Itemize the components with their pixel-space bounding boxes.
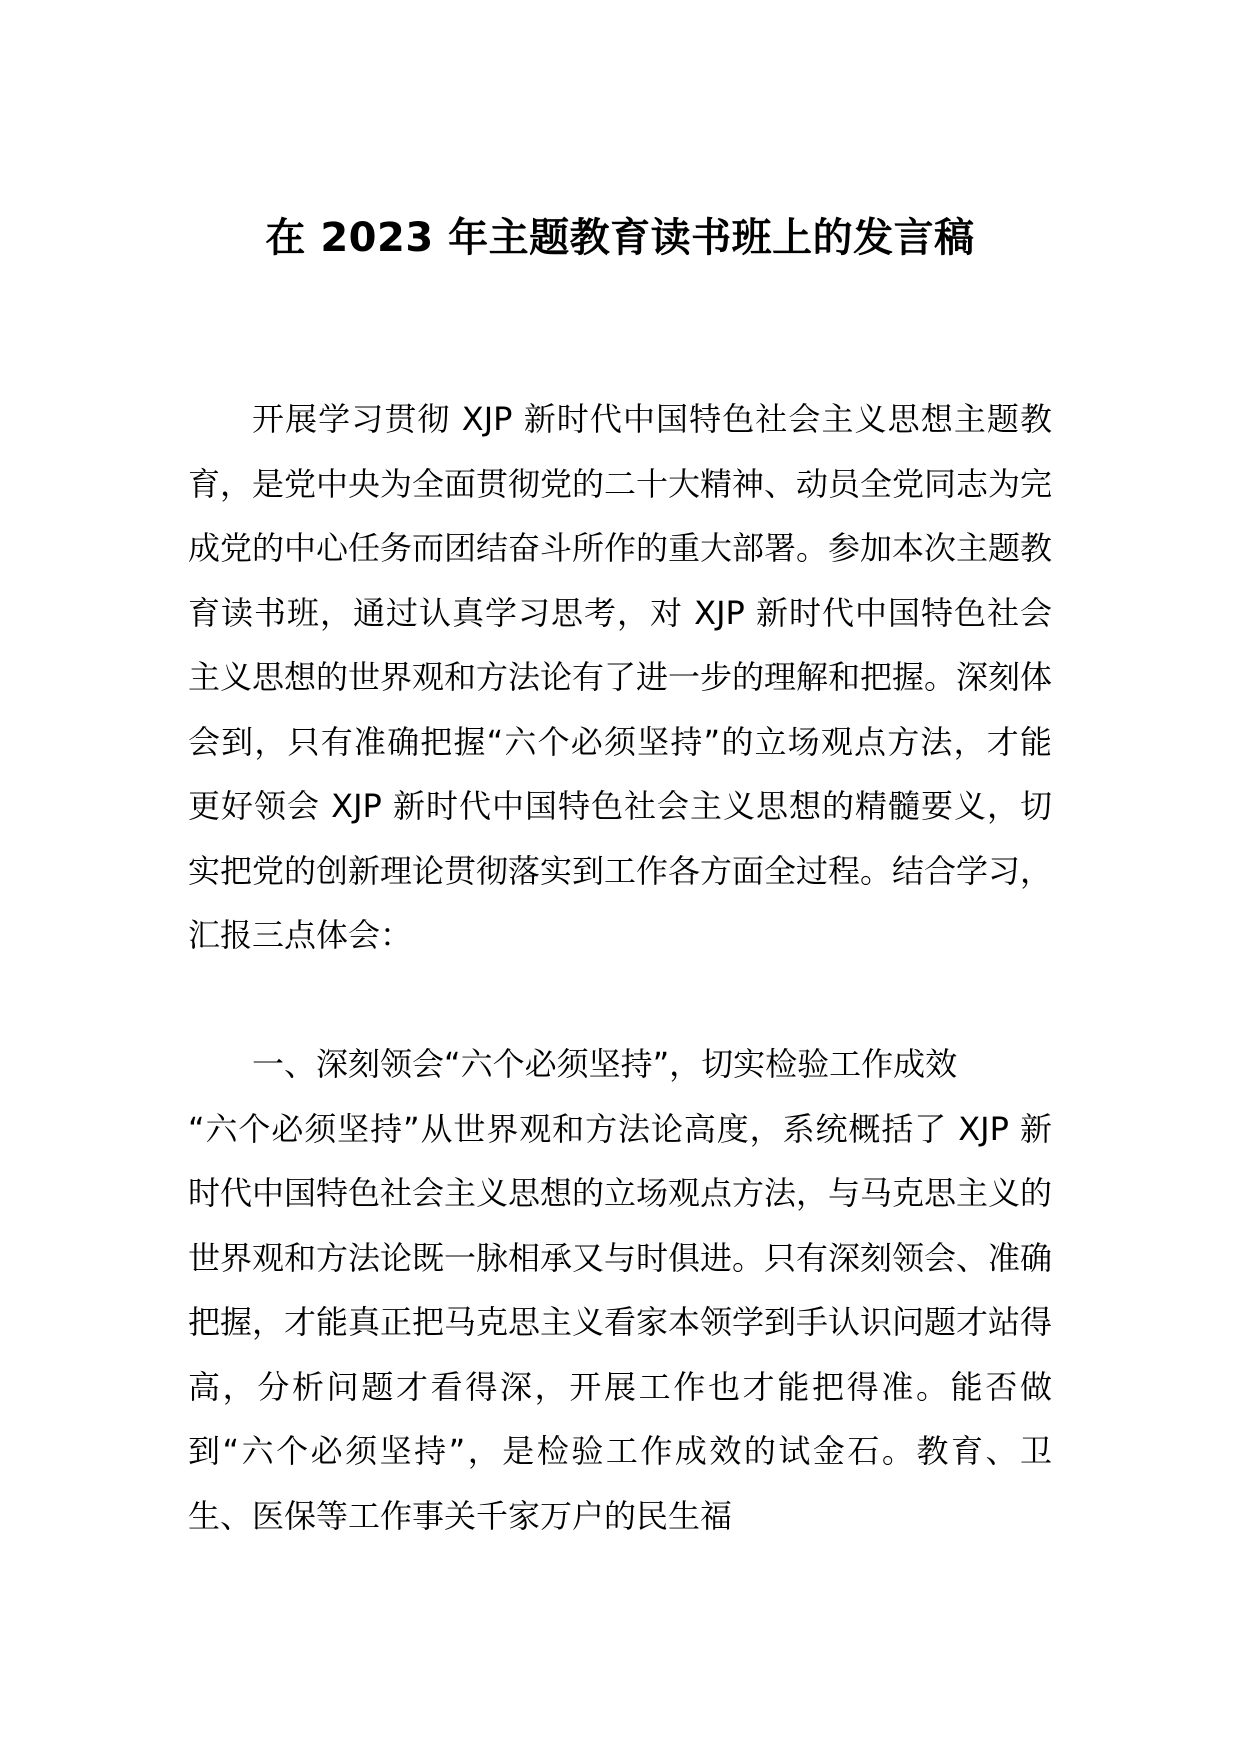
- section-paragraph: “六个必须坚持”从世界观和方法论高度，系统概括了 XJP 新时代中国特色社会主义思想的立场观点方法，与马克思主义的世界观和方法论既一脉相承又与时俱进。只有深刻领会、准确把握，才能真正把马克思主义看家本领学到手认识问题才站得高，分析问题才看得深，开展工作也才能把得准。能否做到“六个必须坚持”，是检验工作成效的试金石。教育、卫生、医保等工作事关千家万户的民生福: [188, 1109, 1053, 1535]
- document-title: 在 2023 年主题教育读书班上的发言稿: [265, 215, 975, 261]
- document-body: [188, 387, 1052, 1548]
- paragraph-gap: [188, 968, 1052, 1033]
- section-heading: 一、深刻领会“六个必须坚持”，切实检验工作成效: [252, 1045, 958, 1083]
- intro-paragraph: 开展学习贯彻 XJP 新时代中国特色社会主义思想主题教育，是党中央为全面贯彻党的二十大精神、动员全党同志为完成党的中心任务而团结奋斗所作的重大部署。参加本次主题教育读书班，通过认真学习思考，对 XJP 新时代中国特色社会主义思想的世界观和方法论有了进一步的理解和把握。深刻体会到，只有准确把握“六个必须坚持”的立场观点方法，才能更好领会 XJP 新时代中国特色社会主义思想的精髓要义，切实把党的创新理论贯彻落实到工作各方面全过程。结合学习，汇报三点体会：: [188, 400, 1053, 954]
